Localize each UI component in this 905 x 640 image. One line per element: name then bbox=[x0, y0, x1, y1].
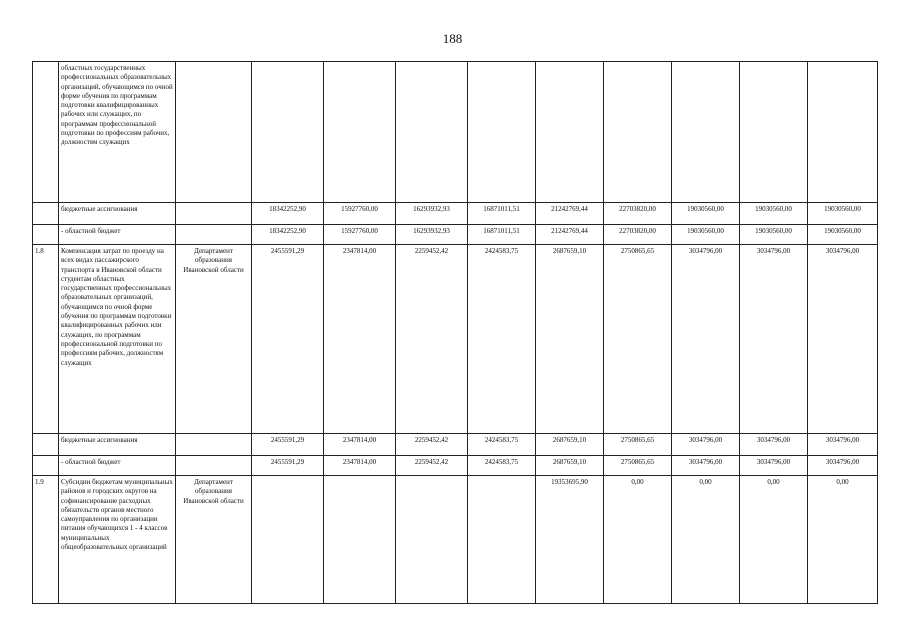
row-executor bbox=[176, 434, 252, 456]
row-executor bbox=[176, 225, 252, 245]
value-cell: 2455591,29 bbox=[252, 245, 324, 434]
row-description: областных государственных профессиональных образовательных организаций, обучающимся по очной форме обучения по программам подготовки квалифицированных рабочих или служащих, по программам профессиональной подготовки по профессиям рабочих, должностям служащих bbox=[59, 62, 176, 203]
value-cell: 2424583,75 bbox=[468, 245, 536, 434]
value-cell: 22703820,00 bbox=[604, 203, 672, 225]
value-cell: 19030560,00 bbox=[672, 225, 740, 245]
value-cell: 21242769,44 bbox=[536, 203, 604, 225]
row-executor: Департамент образования Ивановской области bbox=[176, 476, 252, 604]
value-cell: 3034796,00 bbox=[672, 245, 740, 434]
value-cell bbox=[536, 62, 604, 203]
value-cell: 2455591,29 bbox=[252, 456, 324, 476]
value-cell: 15927760,00 bbox=[324, 203, 396, 225]
value-cell: 18342252,90 bbox=[252, 225, 324, 245]
row-index bbox=[33, 62, 59, 203]
value-cell: 2347814,00 bbox=[324, 434, 396, 456]
value-cell: 3034796,00 bbox=[808, 456, 878, 476]
value-cell: 18342252,90 bbox=[252, 203, 324, 225]
value-cell: 3034796,00 bbox=[740, 434, 808, 456]
row-description: - областной бюджет bbox=[59, 225, 176, 245]
value-cell: 3034796,00 bbox=[672, 434, 740, 456]
value-cell: 19030560,00 bbox=[808, 203, 878, 225]
value-cell: 22703820,00 bbox=[604, 225, 672, 245]
value-cell: 19030560,00 bbox=[740, 203, 808, 225]
row-index: 1.9 bbox=[33, 476, 59, 604]
value-cell: 2687659,10 bbox=[536, 456, 604, 476]
value-cell: 19030560,00 bbox=[672, 203, 740, 225]
value-cell bbox=[396, 62, 468, 203]
value-cell: 15927760,00 bbox=[324, 225, 396, 245]
row-executor bbox=[176, 62, 252, 203]
value-cell: 3034796,00 bbox=[740, 456, 808, 476]
value-cell: 2687659,10 bbox=[536, 245, 604, 434]
table-row bbox=[33, 203, 878, 225]
value-cell: 2259452,42 bbox=[396, 245, 468, 434]
row-index bbox=[33, 203, 59, 225]
value-cell: 2347814,00 bbox=[324, 456, 396, 476]
value-cell: 3034796,00 bbox=[808, 434, 878, 456]
value-cell bbox=[604, 62, 672, 203]
value-cell bbox=[252, 62, 324, 203]
table-row bbox=[33, 245, 878, 434]
value-cell bbox=[324, 62, 396, 203]
value-cell bbox=[740, 62, 808, 203]
value-cell: 2424583,75 bbox=[468, 434, 536, 456]
value-cell: 2259452,42 bbox=[396, 456, 468, 476]
value-cell: 16293932,93 bbox=[396, 225, 468, 245]
row-description: бюджетные ассигнования bbox=[59, 434, 176, 456]
budget-table bbox=[32, 61, 878, 604]
row-index bbox=[33, 434, 59, 456]
value-cell bbox=[808, 62, 878, 203]
value-cell: 3034796,00 bbox=[808, 245, 878, 434]
value-cell: 16871011,51 bbox=[468, 203, 536, 225]
value-cell: 19030560,00 bbox=[808, 225, 878, 245]
value-cell bbox=[468, 62, 536, 203]
value-cell: 0,00 bbox=[604, 476, 672, 604]
value-cell: 2750865,65 bbox=[604, 434, 672, 456]
table-body bbox=[33, 62, 878, 604]
value-cell: 2455591,29 bbox=[252, 434, 324, 456]
value-cell bbox=[324, 476, 396, 604]
value-cell: 16293932,93 bbox=[396, 203, 468, 225]
value-cell bbox=[252, 476, 324, 604]
value-cell: 16871011,51 bbox=[468, 225, 536, 245]
row-executor bbox=[176, 203, 252, 225]
value-cell: 21242769,44 bbox=[536, 225, 604, 245]
row-description: бюджетные ассигнования bbox=[59, 203, 176, 225]
value-cell: 19353695,90 bbox=[536, 476, 604, 604]
value-cell: 0,00 bbox=[740, 476, 808, 604]
row-index: 1.8 bbox=[33, 245, 59, 434]
row-description: - областной бюджет bbox=[59, 456, 176, 476]
value-cell bbox=[468, 476, 536, 604]
value-cell: 2750865,65 bbox=[604, 245, 672, 434]
row-executor: Департамент образования Ивановской области bbox=[176, 245, 252, 434]
row-index bbox=[33, 456, 59, 476]
value-cell: 2750865,65 bbox=[604, 456, 672, 476]
table-row bbox=[33, 434, 878, 456]
value-cell: 19030560,00 bbox=[740, 225, 808, 245]
page-number: 188 bbox=[442, 31, 463, 46]
value-cell bbox=[672, 62, 740, 203]
value-cell: 3034796,00 bbox=[672, 456, 740, 476]
row-index bbox=[33, 225, 59, 245]
value-cell: 0,00 bbox=[672, 476, 740, 604]
value-cell bbox=[396, 476, 468, 604]
row-description: Компенсация затрат по проезду на всех видах пассажирского транспорта в Ивановской области студентам областных государственных профессиональных образовательных организаций, обучающимся по очной форме обучения по программам подготовки квалифицированных рабочих или служащих, по программам профессиональной подготовки по профессиям рабочих, должностям служащих bbox=[59, 245, 176, 434]
row-executor bbox=[176, 456, 252, 476]
value-cell: 2347814,00 bbox=[324, 245, 396, 434]
value-cell: 0,00 bbox=[808, 476, 878, 604]
value-cell: 2687659,10 bbox=[536, 434, 604, 456]
value-cell: 3034796,00 bbox=[740, 245, 808, 434]
table-row bbox=[33, 62, 878, 203]
value-cell: 2259452,42 bbox=[396, 434, 468, 456]
table-row bbox=[33, 456, 878, 476]
table-row bbox=[33, 225, 878, 245]
value-cell: 2424583,75 bbox=[468, 456, 536, 476]
table-row bbox=[33, 476, 878, 604]
row-description: Субсидии бюджетам муниципальных районов и городских округов на софинансирование расходных обязательств органов местного самоуправления по организации питания обучающихся 1 - 4 классов муниципальных общеобразовательных организаций bbox=[59, 476, 176, 604]
